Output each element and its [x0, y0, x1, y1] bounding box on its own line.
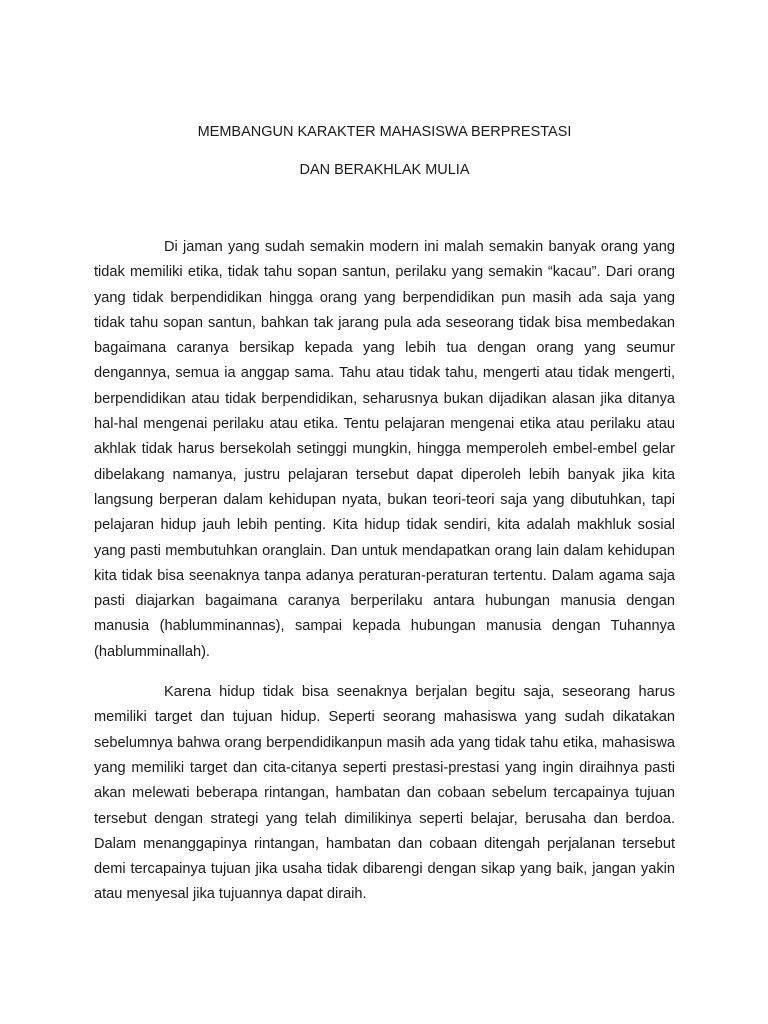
paragraph-2: Karena hidup tidak bisa seenaknya berjalan begitu saja, seseorang harus memiliki target dan tujuan hidup. Seperti seorang mahasiswa yang sudah dikatakan sebelumnya bahwa orang berpendidikanpun masih ada yang tidak tahu etika, mahasiswa yang memiliki target dan cita-citanya seperti prestasi-prestasi yang ingin diraihnya pasti akan melewati beberapa rintangan, hambatan dan cobaan sebelum tercapainya tujuan tersebut dengan strategi yang telah dimilikinya seperti belajar, berusaha dan berdoa. Dalam menanggapinya rintangan, hambatan dan cobaan ditengah perjalanan tersebut demi tercapainya tujuan jika usaha tidak dibarengi dengan sikap yang baik, jangan yakin atau menyesal jika tujuannya dapat diraih. — [94, 684, 675, 903]
title-line-1: MEMBANGUN KARAKTER MAHASISWA BERPRESTASI — [197, 124, 572, 140]
document-title — [94, 122, 675, 180]
title-line-2: DAN BERAKHLAK MULIA — [299, 162, 470, 178]
paragraph-1: Di jaman yang sudah semakin modern ini malah semakin banyak orang yang tidak memiliki etika, tidak tahu sopan santun, perilaku yang semakin “kacau”. Dari orang yang tidak berpendidikan hingga orang yang berpendidikan pun masih ada saja yang tidak tahu sopan santun, bahkan tak jarang pula ada seseorang tidak bisa membedakan bagaimana caranya bersikap kepada yang lebih tua dengan orang yang seumur dengannya, semua ia anggap sama. Tahu atau tidak tahu, mengerti atau tidak mengerti, berpendidikan atau tidak berpendidikan, seharusnya bukan dijadikan alasan jika ditanya hal-hal mengenai perilaku atau etika. Tentu pelajaran mengenai etika atau perilaku atau akhlak tidak harus bersekolah setinggi mungkin, hingga memperoleh embel-embel gelar dibelakang namanya, justru pelajaran tersebut dapat diperoleh lebih banyak jika kita langsung berperan dalam kehidupan nyata, bukan teori-teori saja yang dibutuhkan, tapi pelajaran hidup jauh lebih penting. Kita hidup tidak sendiri, kita adalah makhluk sosial yang pasti membutuhkan oranglain. Dan untuk mendapatkan orang lain dalam kehidupan kita tidak bisa seenaknya tanpa adanya peraturan-peraturan tertentu. Dalam agama saja pasti diajarkan bagaimana caranya berperilaku antara hubungan manusia dengan manusia (hablumminannas), sampai kepada hubungan manusia dengan Tuhannya (hablumminallah). — [94, 239, 675, 660]
document-body — [94, 235, 675, 908]
